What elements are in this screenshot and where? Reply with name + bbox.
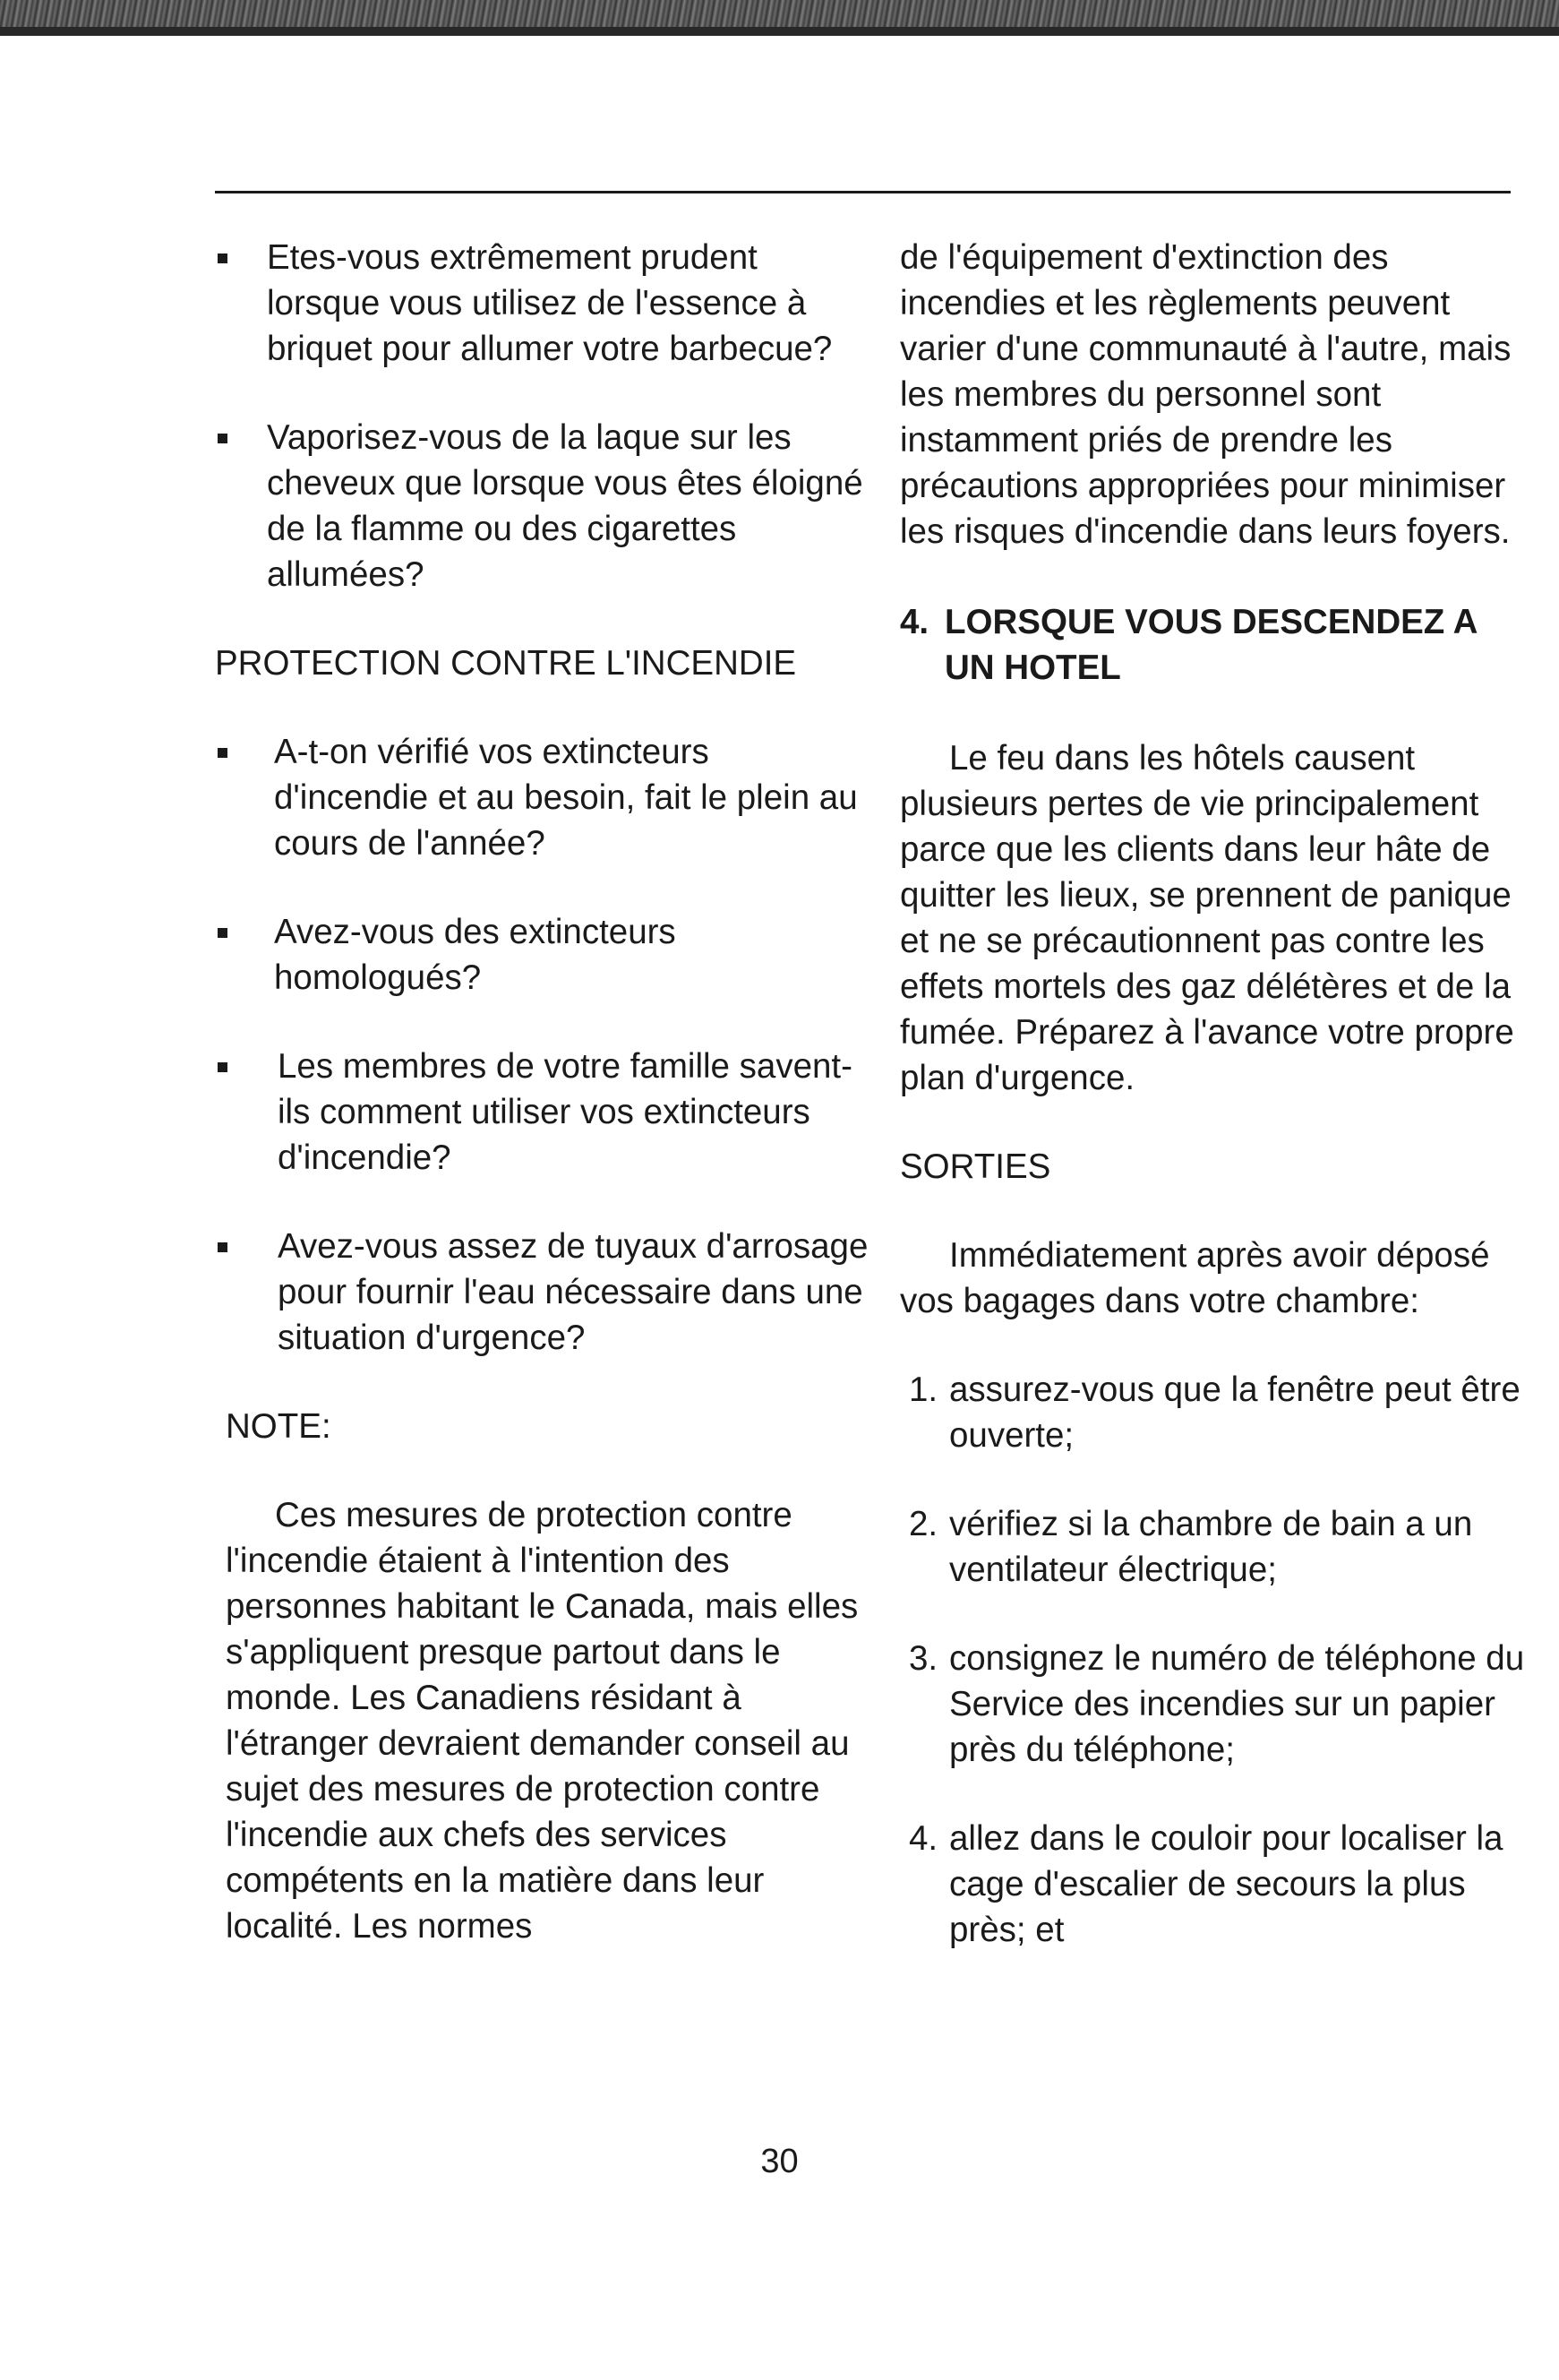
- bullet-item: [215, 909, 869, 1001]
- bullet-item: [215, 1224, 869, 1361]
- header-rule: [215, 191, 1511, 193]
- list-item-text: consignez le numéro de téléphone du Service des incendies sur un papier près du téléphone;: [949, 1639, 1525, 1769]
- bullet-square-icon: [218, 253, 227, 263]
- bullet-square-icon: [218, 1242, 227, 1252]
- bullet-text: Vaporisez-vous de la laque sur les cheveux que lorsque vous êtes éloigné de la flamme ou des cigarettes allumées?: [267, 418, 863, 594]
- note-text: Ces mesures de protection contre l'incendie étaient à l'intention des personnes habitant le Canada, mais elles s'appliquent presque partout dans le monde. Les Canadiens résidant à l'étranger devraient demander conseil au sujet des mesures de protection contre l'incendie aux chefs des services compétents en la matière dans leur localité. Les normes: [226, 1496, 859, 1946]
- bullet-square-icon: [218, 1062, 227, 1072]
- bullet-text: A-t-on vérifié vos extincteurs d'incendie et au besoin, fait le plein au cours de l'année?: [274, 733, 858, 863]
- continuation-paragraph: de l'équipement d'extinction des incendies et les règlements peuvent varier d'une communauté à l'autre, mais les membres du personnel sont instamment priés de prendre les précautions appropriées pour minimiser les risques d'incendie dans leurs foyers.: [900, 238, 1512, 551]
- section-number: 4.: [900, 603, 929, 641]
- sorties-intro: Immédiatement après avoir déposé vos bagages dans votre chambre:: [900, 1236, 1490, 1320]
- heading-protection: PROTECTION CONTRE L'INCENDIE: [215, 644, 797, 683]
- bullet-square-icon: [218, 748, 227, 758]
- bullet-text: Les membres de votre famille savent-ils comment utiliser vos extincteurs d'incendie?: [278, 1047, 852, 1177]
- bullet-item: [215, 235, 869, 372]
- list-item-number: 1.: [909, 1370, 938, 1409]
- list-item-text: assurez-vous que la fenêtre peut être ouverte;: [949, 1370, 1520, 1455]
- list-item-number: 2.: [909, 1505, 938, 1543]
- list-item-number: 4.: [909, 1819, 938, 1858]
- list-item: [900, 1816, 1527, 1953]
- page-number: 30: [760, 2143, 799, 2180]
- bullet-text: Avez-vous des extincteurs homologués?: [274, 913, 676, 997]
- list-item-text: allez dans le couloir pour localiser la cage d'escalier de secours la plus près; et: [949, 1819, 1503, 1949]
- list-item: [900, 1367, 1527, 1458]
- bullet-item: [215, 729, 869, 866]
- right-column: [900, 235, 1527, 1996]
- scan-edge: [0, 0, 1559, 36]
- hotel-paragraph: Le feu dans les hôtels causent plusieurs pertes de vie principalement parce que les clients dans leur hâte de quitter les lieux, se prennent de panique et ne se précautionnent pas contre les effets mortels des gaz délétères et de la fumée. Préparez à l'avance votre propre plan d'urgence.: [900, 739, 1514, 1097]
- section-heading: [900, 599, 1527, 691]
- bullet-item: [215, 415, 869, 597]
- bullet-square-icon: [218, 928, 227, 938]
- heading-sorties: SORTIES: [900, 1147, 1051, 1186]
- note-label: NOTE:: [226, 1407, 331, 1446]
- bullet-text: Avez-vous assez de tuyaux d'arrosage pour fournir l'eau nécessaire dans une situation d'urgence?: [278, 1227, 869, 1357]
- bullet-item: [215, 1044, 869, 1181]
- bullet-square-icon: [218, 434, 227, 443]
- bullet-text: Etes-vous extrêmement prudent lorsque vous utilisez de l'essence à briquet pour allumer votre barbecue?: [267, 238, 833, 368]
- list-item: [900, 1636, 1527, 1773]
- section-title: LORSQUE VOUS DESCENDEZ A UN HOTEL: [945, 603, 1477, 687]
- list-item-number: 3.: [909, 1639, 938, 1678]
- left-column: [215, 235, 869, 1992]
- list-item-text: vérifiez si la chambre de bain a un ventilateur électrique;: [949, 1505, 1473, 1589]
- list-item: [900, 1501, 1527, 1593]
